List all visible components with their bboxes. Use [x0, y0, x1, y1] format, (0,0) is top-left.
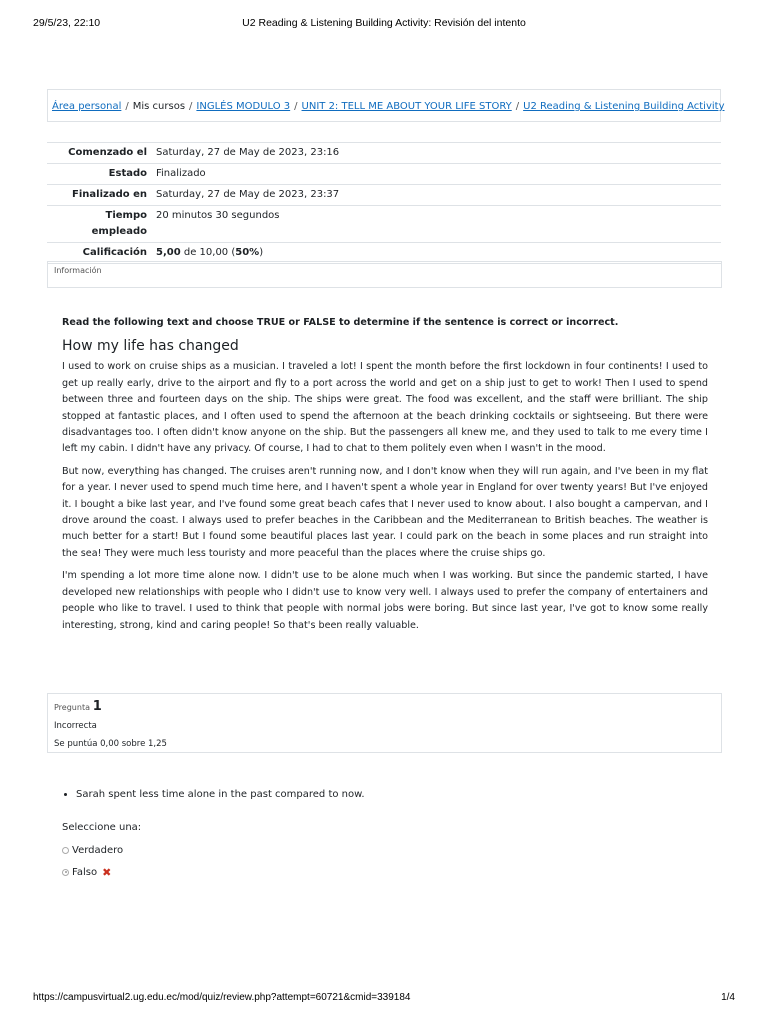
print-footer [0, 992, 768, 1008]
grade-label: Calificación [47, 243, 152, 264]
question-text [62, 789, 702, 800]
summary-row [47, 206, 721, 243]
question-state: Incorrecta [54, 721, 97, 731]
summary-value: Finalizado [152, 164, 721, 185]
summary-label: Estado [47, 164, 152, 185]
reading-paragraph: But now, everything has changed. The cruises aren't running now, and I don't know when they will run again, and I've been in my flat for a year. I never used to spend much time here, and I haven't spent a whole year in England for over twenty years! But I've enjoyed it. I bought a bike last year, and I've found some great beach cafes that I never used to know about. I also bought a campervan, and I drove around the coast. I always used to prefer beaches in the Caribbean and the Mediterranean to British beaches. The weather is much better for a start! But I found some beautiful places last year. I could park on the beach in some places and run straight into the sea! They were much less touristy and more peaceful than the places where the cruise ships go. [62, 465, 708, 559]
page-count: 1/4 [721, 992, 735, 1003]
reading-content [62, 315, 708, 640]
reading-heading: How my life has changed [62, 338, 239, 355]
reading-paragraph: I'm spending a lot more time alone now. I didn't use to be alone much when I was working. But since the pandemic started, I have developed new relationships with people who I didn't use to know very well. I always used to prefer the company of entertainers and people who like to travel. I used to think that people with normal jobs were boring. But since last year, I've got to know some really interesting, strong, kind and caring people! So that's been really valuable. [62, 570, 708, 631]
option-falso[interactable] [62, 861, 141, 883]
breadcrumb [47, 89, 725, 122]
breadcrumb-separator: / [125, 101, 129, 112]
answer-block [62, 822, 141, 883]
breadcrumb-separator: / [294, 101, 298, 112]
option-verdadero[interactable] [62, 839, 141, 861]
question-grade: Se puntúa 0,00 sobre 1,25 [54, 739, 167, 749]
print-url: https://campusvirtual2.ug.edu.ec/mod/quiz/review.php?attempt=60721&cmid=339184 [33, 992, 411, 1003]
summary-row [47, 164, 721, 185]
grade-end: ) [259, 247, 264, 258]
question-statement: • Sarah spent less time alone in the past compared to now. [76, 789, 702, 800]
summary-row [47, 185, 721, 206]
print-title: U2 Reading & Listening Building Activity: Revisión del intento [242, 17, 526, 29]
radio-falso[interactable] [62, 869, 69, 876]
breadcrumb-separator: / [189, 101, 193, 112]
info-label: Información [54, 266, 102, 275]
cross-icon: ✖ [102, 865, 112, 879]
question-info-box [47, 693, 722, 753]
grade-score: 5,00 [156, 247, 181, 258]
question-number: 1 [92, 699, 102, 714]
question-number-line [54, 698, 715, 717]
attempt-summary-table [47, 142, 721, 264]
print-header [0, 17, 768, 33]
breadcrumb-my-courses: Mis cursos [132, 101, 186, 112]
summary-label: Tiempo empleado [47, 206, 152, 243]
reading-instruction: Read the following text and choose TRUE or FALSE to determine if the sentence is correct or incorrect. [62, 317, 619, 328]
summary-value: Saturday, 27 de May de 2023, 23:16 [152, 143, 721, 164]
reading-paragraph: I used to work on cruise ships as a musician. I traveled a lot! I spent the month before the first lockdown in four continents! I used to get up really early, drive to the airport and fly to a port across the world and get on a ship just to get to work! Then I used to spend between three and fourteen days on the ship. The ships were great. The food was excellent, and the staff were brilliant. The ship stopped at fantastic places, and I often used to spend the afternoon at the beach drinking cocktails or sightseeing. But there were disadvantages too. I often didn't know anyone on the ship. But the passengers all knew me, and they used to talk to me every time I left my cabin. I didn't have any privacy. Of course, I had to chat to them politely even when I wasn't in the mood. [62, 361, 708, 455]
question-label: Pregunta [54, 703, 90, 712]
summary-label: Comenzado el [47, 143, 152, 164]
summary-row [47, 143, 721, 164]
breadcrumb-home-link[interactable]: Área personal [52, 101, 122, 112]
answer-prompt: Seleccione una: [62, 822, 142, 833]
grade-mid: de 10,00 ( [180, 247, 236, 258]
option-label-falso: Falso [72, 866, 98, 878]
summary-value: 20 minutos 30 segundos [152, 206, 721, 243]
radio-verdadero[interactable] [62, 847, 69, 854]
breadcrumb-activity-link[interactable]: U2 Reading & Listening Building Activity [523, 101, 725, 112]
breadcrumb-course-link[interactable]: INGLÉS MODULO 3 [196, 101, 291, 112]
info-block [47, 261, 722, 288]
print-date: 29/5/23, 22:10 [33, 17, 101, 29]
breadcrumb-separator: / [515, 101, 520, 112]
summary-value: Saturday, 27 de May de 2023, 23:37 [152, 185, 721, 206]
grade-percent: 50% [235, 247, 260, 258]
option-label-verdadero: Verdadero [72, 844, 124, 856]
breadcrumb-unit-link[interactable]: UNIT 2: TELL ME ABOUT YOUR LIFE STORY [301, 101, 512, 112]
summary-label: Finalizado en [47, 185, 152, 206]
